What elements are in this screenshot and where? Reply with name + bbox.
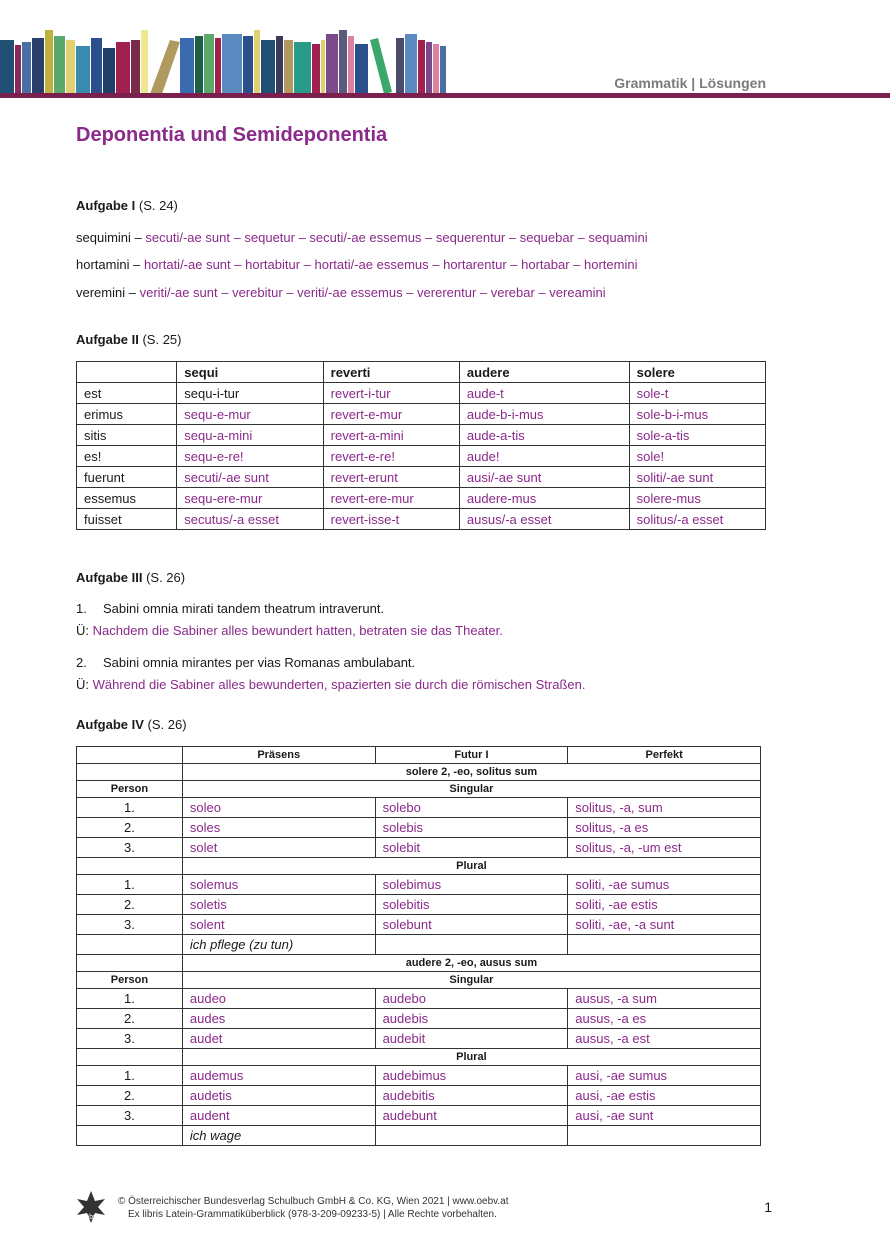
table-cell: fuisset [77, 509, 177, 530]
table-cell: fuerunt [77, 467, 177, 488]
table-cell: soletis [182, 895, 375, 915]
table-meaning-row [77, 935, 761, 955]
aufgabe2-label: Aufgabe II [76, 332, 139, 347]
table-header-row [77, 362, 766, 383]
aufgabe3-translation [76, 677, 585, 692]
table-row [77, 818, 761, 838]
table-cell: soliti, -ae, -a sunt [568, 915, 761, 935]
table-cell: soliti, -ae sumus [568, 875, 761, 895]
table-row [77, 383, 766, 404]
table-section-label: Singular [182, 781, 760, 798]
item-number: 2. [76, 655, 87, 670]
aufgabe4-label: Aufgabe IV [76, 717, 144, 732]
table-cell [375, 935, 568, 955]
verb-meaning: ich pflege (zu tun) [182, 935, 375, 955]
table-cell: sole-b-i-mus [629, 404, 765, 425]
table-section-label: Singular [182, 972, 760, 989]
table-row [77, 404, 766, 425]
item-number: 1. [76, 601, 87, 616]
table-cell: ausus, -a est [568, 1029, 761, 1049]
table-section-label: Plural [182, 1049, 760, 1066]
table-cell: solere-mus [629, 488, 765, 509]
table-header-row [77, 747, 761, 764]
table-section-label: Plural [182, 858, 760, 875]
header-bar [0, 93, 890, 98]
table-cell: audebo [375, 989, 568, 1009]
translation-text: Während die Sabiner alles bewunderten, spazierten sie durch die römischen Straßen. [92, 677, 586, 692]
aufgabe1-heading [76, 198, 178, 213]
table-cell: erimus [77, 404, 177, 425]
table-cell: aude-t [459, 383, 629, 404]
svg-text:öbv: öbv [85, 1214, 97, 1221]
table-cell [77, 1049, 183, 1066]
table-row [77, 798, 761, 818]
table-row [77, 1066, 761, 1086]
table-row [77, 467, 766, 488]
footer-line1: © Österreichischer Bundesverlag Schulbuch GmbH & Co. KG, Wien 2021 | www.oebv.at [118, 1196, 509, 1207]
table-cell [568, 1126, 761, 1146]
table-header-cell [77, 747, 183, 764]
table-row [77, 488, 766, 509]
table-cell: solet [182, 838, 375, 858]
line-answer: hortati/-ae sunt – hortabitur – hortati/-ae essemus – hortarentur – hortabar – hortemini [143, 257, 638, 272]
table-section-row [77, 1049, 761, 1066]
table-cell: audemus [182, 1066, 375, 1086]
table-section-label: solere 2, -eo, solitus sum [182, 764, 760, 781]
aufgabe4-heading [76, 717, 187, 732]
table-cell: ausi, -ae estis [568, 1086, 761, 1106]
table-cell: Person [77, 972, 183, 989]
table-meaning-row [77, 1126, 761, 1146]
table-cell: revert-ere-mur [323, 488, 459, 509]
table-cell: ausus, -a sum [568, 989, 761, 1009]
table-cell: aude-a-tis [459, 425, 629, 446]
translation-text: Nachdem die Sabiner alles bewundert hatten, betraten sie das Theater. [92, 623, 503, 638]
table-cell: sitis [77, 425, 177, 446]
translation-label: Ü: [76, 623, 89, 638]
aufgabe3-label: Aufgabe III [76, 570, 143, 585]
section-label: Grammatik | Lösungen [614, 75, 766, 91]
table-row [77, 1086, 761, 1106]
table-cell [77, 858, 183, 875]
table-row [77, 989, 761, 1009]
footer-line2: Ex libris Latein-Grammatiküberblick (978-3-209-09233-5) | Alle Rechte vorbehalten. [128, 1209, 497, 1220]
table-row [77, 509, 766, 530]
table-row [77, 895, 761, 915]
table-cell: audeo [182, 989, 375, 1009]
table-cell: solitus/-a esset [629, 509, 765, 530]
table-cell: 2. [77, 818, 183, 838]
table-section-row [77, 955, 761, 972]
table-section-row [77, 764, 761, 781]
table-cell: 1. [77, 1066, 183, 1086]
table-cell: soleo [182, 798, 375, 818]
table-cell: solent [182, 915, 375, 935]
table-cell: audes [182, 1009, 375, 1029]
table-header-cell: solere [629, 362, 765, 383]
table-cell: soliti/-ae sunt [629, 467, 765, 488]
table-cell: 1. [77, 798, 183, 818]
aufgabe1-page: (S. 24) [138, 198, 178, 213]
table-row [77, 425, 766, 446]
table-cell: solitus, -a, -um est [568, 838, 761, 858]
table-cell: audebitis [375, 1086, 568, 1106]
table-header-cell: Präsens [182, 747, 375, 764]
table-cell: audebit [375, 1029, 568, 1049]
table-cell: solebitis [375, 895, 568, 915]
table-row [77, 1009, 761, 1029]
table-row [77, 446, 766, 467]
table-cell: audent [182, 1106, 375, 1126]
line-answer: secuti/-ae sunt – sequetur – secuti/-ae essemus – sequerentur – sequebar – sequamini [145, 230, 648, 245]
table-header-cell: reverti [323, 362, 459, 383]
table-cell: sole-a-tis [629, 425, 765, 446]
table-cell: 2. [77, 1086, 183, 1106]
table-cell: sole! [629, 446, 765, 467]
table-cell: ausus, -a es [568, 1009, 761, 1029]
table-row [77, 915, 761, 935]
table-cell: essemus [77, 488, 177, 509]
table-cell: audebimus [375, 1066, 568, 1086]
table-cell: audebunt [375, 1106, 568, 1126]
table-cell: revert-erunt [323, 467, 459, 488]
aufgabe1-label: Aufgabe I [76, 198, 136, 213]
footer-copyright [118, 1195, 509, 1221]
table-section-row [77, 858, 761, 875]
table-cell: revert-i-tur [323, 383, 459, 404]
table-cell: revert-e-mur [323, 404, 459, 425]
table-cell [77, 955, 183, 972]
table-cell: secutus/-a esset [177, 509, 323, 530]
table-cell: audetis [182, 1086, 375, 1106]
table-cell: 3. [77, 1106, 183, 1126]
table-cell: 2. [77, 895, 183, 915]
table-cell [77, 935, 183, 955]
table-cell: 2. [77, 1009, 183, 1029]
aufgabe3-page: (S. 26) [146, 570, 186, 585]
table-header-cell: audere [459, 362, 629, 383]
table-cell: revert-isse-t [323, 509, 459, 530]
translation-label: Ü: [76, 677, 89, 692]
table-cell: sequ-i-tur [177, 383, 323, 404]
aufgabe3-translation [76, 623, 503, 638]
table-cell: 1. [77, 875, 183, 895]
table-cell [568, 935, 761, 955]
table-cell: ausi, -ae sunt [568, 1106, 761, 1126]
table-cell: solebis [375, 818, 568, 838]
table-cell: sequ-e-re! [177, 446, 323, 467]
line-answer: veriti/-ae sunt – verebitur – veriti/-ae essemus – vererentur – verebar – vereamini [139, 285, 606, 300]
table-cell: solemus [182, 875, 375, 895]
table-row [77, 875, 761, 895]
table-cell [77, 1126, 183, 1146]
table-cell: ausi, -ae sumus [568, 1066, 761, 1086]
oebv-logo [76, 1191, 106, 1223]
line-prompt: sequimini – [76, 230, 142, 245]
table-cell: revert-a-mini [323, 425, 459, 446]
table-cell: solitus, -a es [568, 818, 761, 838]
aufgabe4-page: (S. 26) [147, 717, 187, 732]
aufgabe1-line [76, 257, 637, 272]
verb-meaning: ich wage [182, 1126, 375, 1146]
table-row [77, 1029, 761, 1049]
table-cell: aude-b-i-mus [459, 404, 629, 425]
table-header-cell: sequi [177, 362, 323, 383]
table-cell: sequ-a-mini [177, 425, 323, 446]
books-header-graphic [0, 0, 450, 96]
aufgabe2-heading [76, 332, 181, 347]
table-cell [375, 1126, 568, 1146]
page-number: 1 [764, 1199, 772, 1215]
aufgabe2-page: (S. 25) [142, 332, 182, 347]
table-cell: secuti/-ae sunt [177, 467, 323, 488]
table-cell: audere-mus [459, 488, 629, 509]
aufgabe4-table [76, 746, 761, 1146]
table-cell: soles [182, 818, 375, 838]
table-cell: audebis [375, 1009, 568, 1029]
aufgabe3-heading [76, 570, 185, 585]
table-cell: sequ-e-mur [177, 404, 323, 425]
aufgabe1-line [76, 230, 648, 245]
table-cell: ausi/-ae sunt [459, 467, 629, 488]
table-cell: es! [77, 446, 177, 467]
table-cell: est [77, 383, 177, 404]
aufgabe3-sentence [76, 601, 384, 616]
table-header-cell: Perfekt [568, 747, 761, 764]
aufgabe3-sentence [76, 655, 415, 670]
table-cell: sequ-ere-mur [177, 488, 323, 509]
table-cell: revert-e-re! [323, 446, 459, 467]
table-cell: solebit [375, 838, 568, 858]
line-prompt: hortamini – [76, 257, 141, 272]
table-cell: 3. [77, 1029, 183, 1049]
table-cell [77, 764, 183, 781]
latin-sentence: Sabini omnia mirati tandem theatrum intraverunt. [103, 601, 385, 616]
table-section-label: audere 2, -eo, ausus sum [182, 955, 760, 972]
table-header-cell [77, 362, 177, 383]
aufgabe1-line [76, 285, 606, 300]
table-cell: 1. [77, 989, 183, 1009]
latin-sentence: Sabini omnia mirantes per vias Romanas ambulabant. [103, 655, 416, 670]
table-cell: soliti, -ae estis [568, 895, 761, 915]
line-prompt: veremini – [76, 285, 136, 300]
table-header-cell: Futur I [375, 747, 568, 764]
table-cell: solebunt [375, 915, 568, 935]
table-cell: audet [182, 1029, 375, 1049]
aufgabe2-table [76, 361, 766, 530]
page-title: Deponentia und Semideponentia [76, 124, 388, 146]
table-section-row [77, 781, 761, 798]
table-cell: solebimus [375, 875, 568, 895]
table-cell: ausus/-a esset [459, 509, 629, 530]
table-cell: 3. [77, 915, 183, 935]
table-cell: aude! [459, 446, 629, 467]
table-row [77, 1106, 761, 1126]
table-cell: 3. [77, 838, 183, 858]
table-section-row [77, 972, 761, 989]
table-cell: sole-t [629, 383, 765, 404]
table-cell: solitus, -a, sum [568, 798, 761, 818]
table-row [77, 838, 761, 858]
table-cell: solebo [375, 798, 568, 818]
table-cell: Person [77, 781, 183, 798]
